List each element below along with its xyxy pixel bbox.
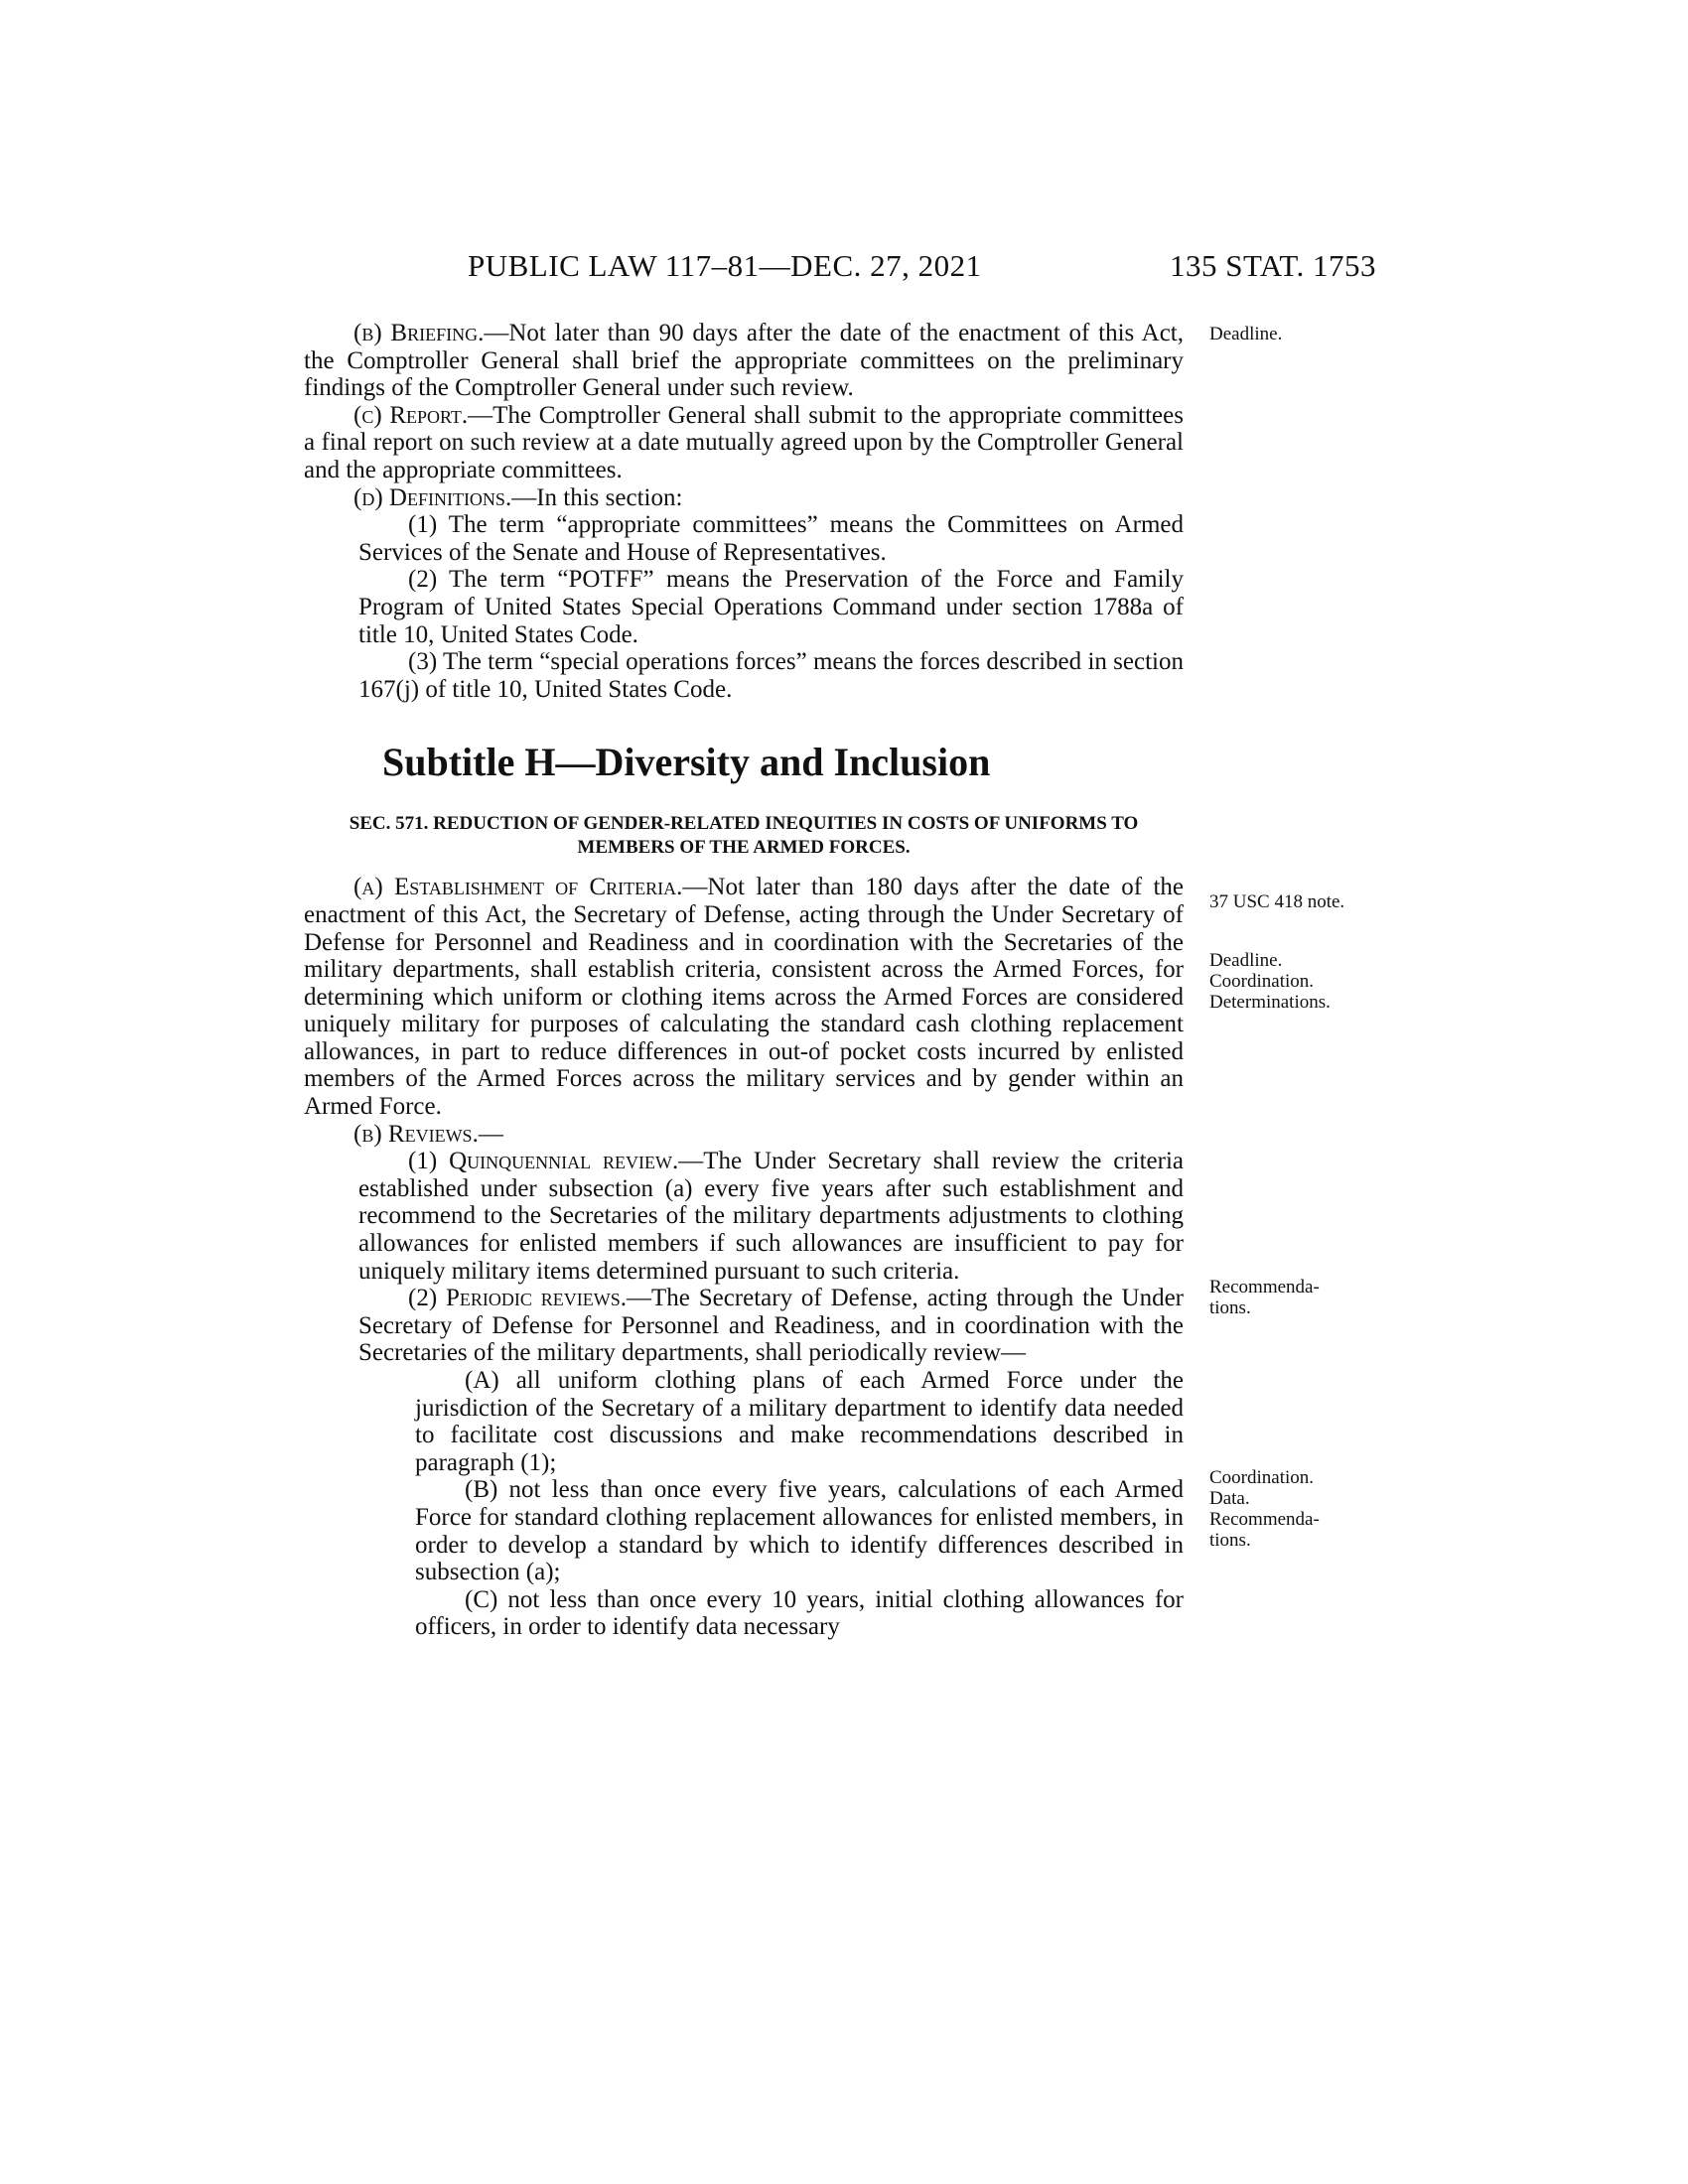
periodic-text: —The Secretary of Defense, acting through the Under Secretary of Defense for Personnel and Readiness, and in coordination with the Secretaries of the military departments, shall periodically review— xyxy=(358,1285,1184,1367)
criteria-label: (a) Establishment of Criteria. xyxy=(353,874,683,901)
running-title: PUBLIC LAW 117–81—DEC. 27, 2021 xyxy=(468,248,982,283)
margin-note-usc: 37 USC 418 note. xyxy=(1209,891,1345,912)
margin-note-deadline-coordination: Deadline. Coordination. Determinations. xyxy=(1209,950,1331,1013)
reviews-text: — xyxy=(478,1120,503,1148)
subparagraph-B: (B) not less than once every five years, calculations of each Armed Force for standard clothing replacement allowances for enlisted members, in order to develop a standard by which to identify differences described in subsection (a); xyxy=(415,1476,1184,1586)
paragraph-b1-quinquennial xyxy=(304,1148,1184,1285)
quinquennial-label: (1) Quinquennial review. xyxy=(408,1148,679,1175)
criteria-text: —Not later than 180 days after the date of the enactment of this Act, the Secretary of Defense, acting through the Under Secretary of Defense for Personnel and Readiness and in coordination with the Secretaries of the military departments, shall establish criteria, consistent across the Armed Forces, for determining which uniform or clothing items across the Armed Forces are considered uniquely military for purposes of calculating the standard cash clothing replacement allowances, in part to reduce differences in out-of pocket costs incurred by enlisted members of the Armed Forces across the military services and by gender within an Armed Force. xyxy=(304,874,1184,1121)
paragraph-b-reviews xyxy=(304,1121,1184,1149)
paragraph-b-briefing xyxy=(304,320,1184,402)
briefing-label: (b) Briefing. xyxy=(353,320,485,346)
paragraph-d-definitions xyxy=(304,484,1184,512)
paragraph-c-report xyxy=(304,402,1184,484)
margin-note-coordination-data: Coordination. Data. Recommenda- tions. xyxy=(1209,1467,1320,1551)
quinquennial-text: —The Under Secretary shall review the criteria established under subsection (a) every five years after such establishment and recommend to the Secretaries of the military departments adjustments to clothing allowances for enlisted members if such allowances are insufficient to pay for uniquely military items determined pursuant to such criteria. xyxy=(358,1148,1184,1285)
report-label: (c) Report. xyxy=(353,401,469,429)
definition-1: (1) The term “appropriate committees” means the Committees on Armed Services of the Senate and House of Representatives. xyxy=(358,511,1184,566)
subparagraph-A: (A) all uniform clothing plans of each Armed Force under the jurisdiction of the Secretary of a military department to identify data needed to facilitate cost discussions and make recommendations described in paragraph (1); xyxy=(415,1367,1184,1476)
subparagraph-C: (C) not less than once every 10 years, initial clothing allowances for officers, in order to identify data necessary xyxy=(415,1585,1184,1641)
statute-page-number: 135 STAT. 1753 xyxy=(1169,248,1376,283)
report-text: —The Comptroller General shall submit to the appropriate committees a final report on such review at a date mutually agreed upon by the Comptroller General and the appropriate committees. xyxy=(304,401,1184,483)
definitions-text: —In this section: xyxy=(511,483,683,511)
margin-note-recommendations: Recommenda- tions. xyxy=(1209,1277,1320,1318)
subtitle-heading: Subtitle H—Diversity and Inclusion xyxy=(382,740,991,785)
definition-3: (3) The term “special operations forces” means the forces described in section 167(j) of title 10, United States Code. xyxy=(358,648,1184,703)
margin-note-deadline: Deadline. xyxy=(1209,324,1283,344)
definitions-label: (d) Definitions. xyxy=(353,483,512,511)
paragraph-a-criteria xyxy=(304,874,1184,1120)
briefing-text: —Not later than 90 days after the date of the enactment of this Act, the Comptroller General shall brief the appropriate committees on the preliminary findings of the Comptroller General under such review. xyxy=(304,320,1184,402)
periodic-label: (2) Periodic reviews. xyxy=(408,1285,627,1312)
definition-2: (2) The term “POTFF” means the Preservation of the Force and Family Program of United States Special Operations Command under section 1788a of title 10, United States Code. xyxy=(358,566,1184,648)
document-body xyxy=(304,320,1184,1641)
reviews-label: (b) Reviews. xyxy=(353,1120,479,1148)
page-header xyxy=(304,248,1376,288)
section-571-heading: SEC. 571. REDUCTION OF GENDER-RELATED INEQUITIES IN COSTS OF UNIFORMS TO MEMBERS OF THE ARMED FORCES. xyxy=(349,813,1139,859)
paragraph-b2-periodic xyxy=(304,1285,1184,1367)
